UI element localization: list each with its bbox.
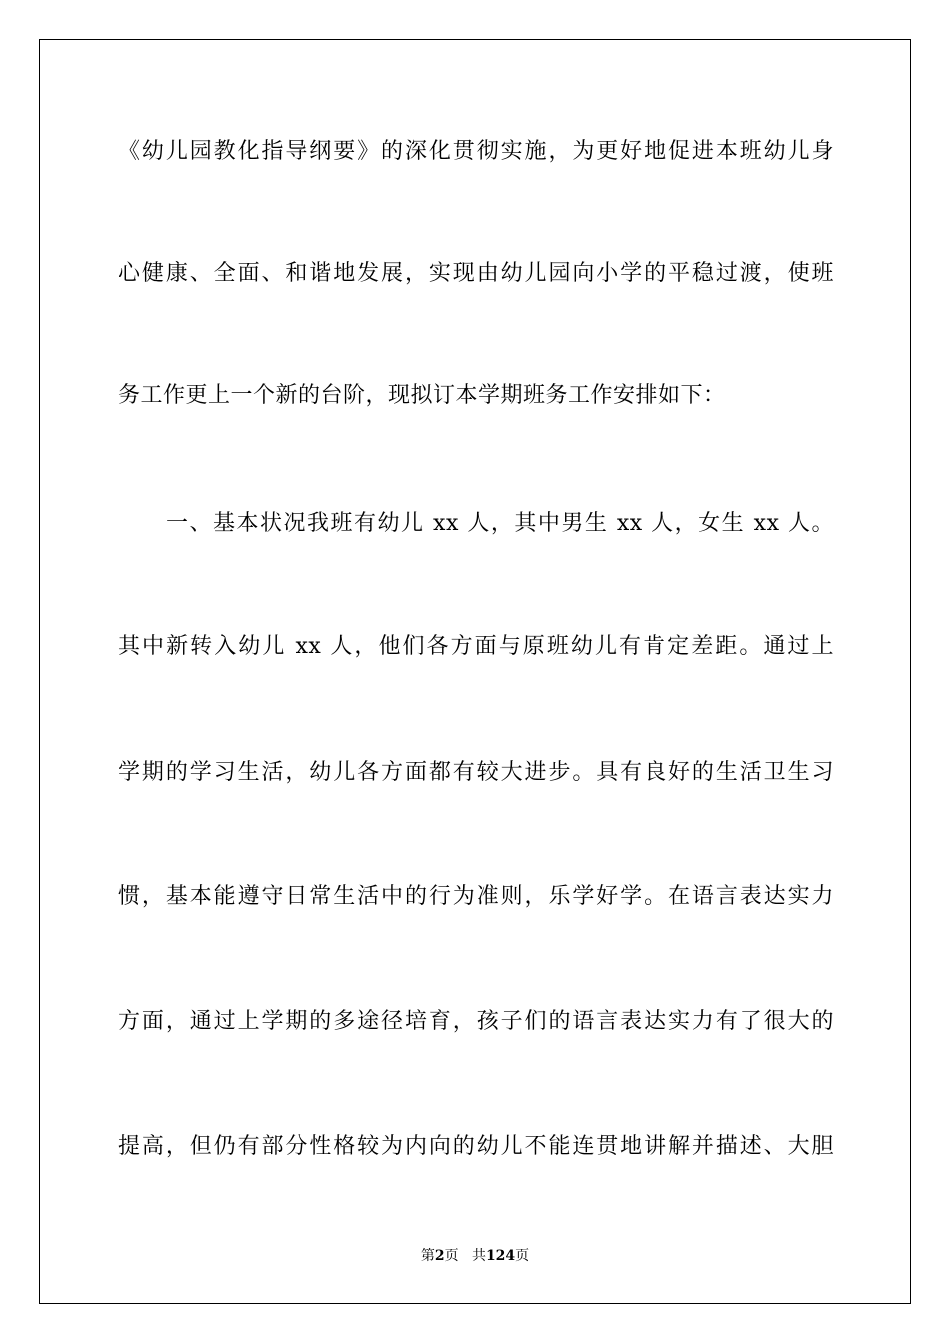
footer-page-prefix: 第 [420,1248,435,1264]
text-line-5: 其中新转入幼儿 xx 人，他们各方面与原班幼儿有肯定差距。通过上 [118,634,834,659]
text-line-9: 提高，但仍有部分性格较为内向的幼儿不能连贯地讲解并描述、大胆 [118,1134,834,1159]
text-line-1: 《幼儿园教化指导纲要》的深化贯彻实施，为更好地促进本班幼儿身 [118,139,834,164]
text-line-7: 惯，基本能遵守日常生活中的行为准则，乐学好学。在语言表达实力 [118,884,834,909]
footer-total-prefix: 共 [471,1248,486,1264]
footer-page-number: 2 [434,1248,445,1264]
text-line-6: 学期的学习生活，幼儿各方面都有较大进步。具有良好的生活卫生习 [118,760,834,785]
footer-total-suffix: 页 [515,1248,530,1264]
text-line-8: 方面，通过上学期的多途径培育，孩子们的语言表达实力有了很大的 [118,1009,834,1034]
footer-page-suffix: 页 [444,1248,459,1264]
page-frame [39,39,911,1304]
page-footer [0,1247,950,1265]
text-line-4: 一、基本状况我班有幼儿 xx 人，其中男生 xx 人，女生 xx 人。 [166,511,834,536]
footer-total-pages: 124 [485,1248,516,1264]
text-line-2: 心健康、全面、和谐地发展，实现由幼儿园向小学的平稳过渡，使班 [118,261,834,286]
text-line-3: 务工作更上一个新的台阶，现拟订本学期班务工作安排如下： [118,383,726,408]
